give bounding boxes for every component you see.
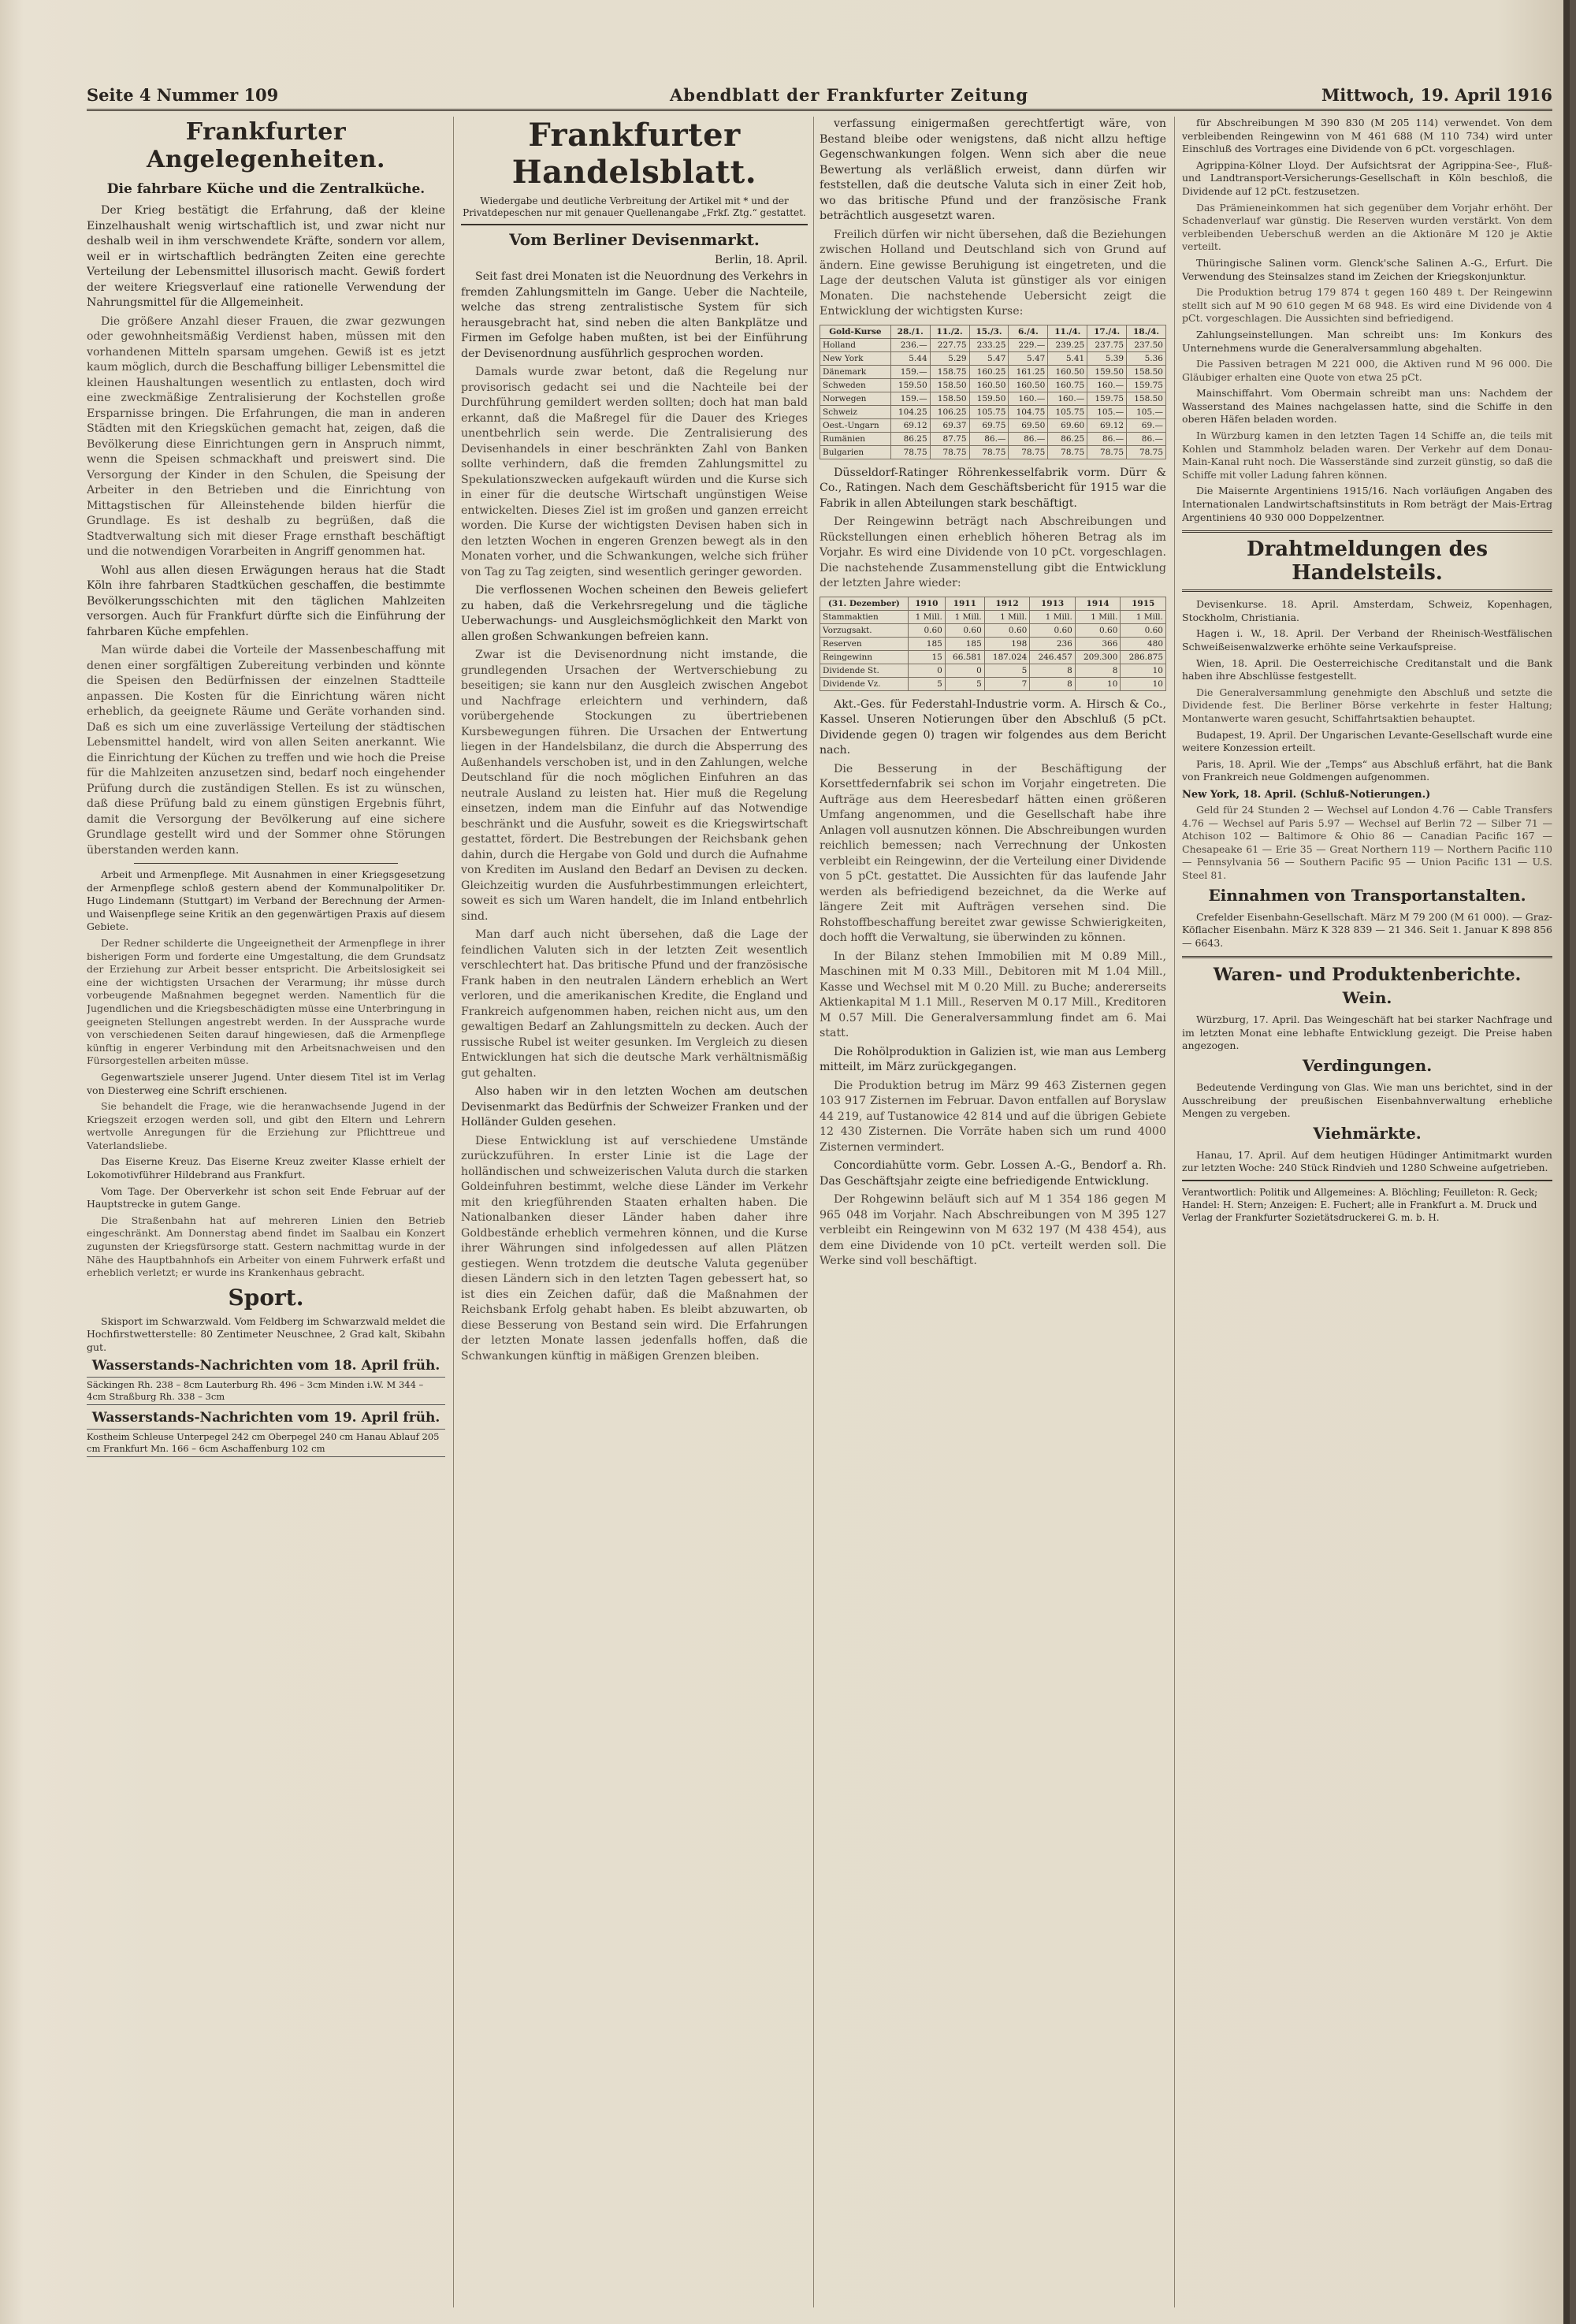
table-cell: 8 xyxy=(1030,664,1076,677)
table-cell: 0.60 xyxy=(908,623,945,637)
company-notice-continued: In der Bilanz stehen Immobilien mit M 0.89 Mill., Maschinen mit M 0.33 Mill., Debitoren mit M 1.04 Mill., Kasse und Wechsel mit M 0.20 Mill. zu Buche; andererseits Aktienkapital M 1.1 Mill., Reserven M 0.17 Mill., Kreditoren M 0.57 Mill. Die Generalversammlung findet am 6. Mai statt. xyxy=(820,950,1166,1039)
table-cell: 78.75 xyxy=(1048,445,1087,459)
business-note: Agrippina-Kölner Lloyd. Der Aufsichtsrat der Agrippina-See-, Fluß- und Landtransport-Versicherungs-Gesellschaft in Köln beschloß, die Dividende auf 12 pCt. festzusetzen. xyxy=(1182,158,1552,197)
divider xyxy=(134,863,398,864)
article-paragraph: Wohl aus allen diesen Erwägungen heraus hat die Stadt Köln ihre fahrbaren Stadtküchen geschaffen, die bestimmte Bevölkerungsschichten mit den täglichen Mahlzeiten versorgen. Auch für Frankfurt dürfte sich die Einführung der fahrbaren Küche empfehlen. xyxy=(87,563,445,638)
telegram-note: Paris, 18. April. Wie der „Temps“ aus Abschluß erfährt, hat die Bank von Frankreich neue Goldmengen aufgenommen. xyxy=(1182,757,1552,783)
company-notice-continued: Der Reingewinn beträgt nach Abschreibungen und Rückstellungen einen erheblich höheren Betrag als im Vorjahr. Es wird eine Dividende von 10 pCt. vorgeschlagen. Die nachstehende Zusammenstellung gibt die Entwicklung der letzten Jahre wieder: xyxy=(820,515,1166,589)
table-cell: New York xyxy=(820,351,891,365)
table-cell: 10 xyxy=(1121,677,1166,690)
table-header-cell: 6./4. xyxy=(1009,325,1048,338)
company-notice: Die Rohölproduktion in Galizien ist, wie man aus Lemberg mitteilt, im März zurückgegangen. xyxy=(820,1045,1166,1073)
column-rule xyxy=(1174,117,1175,2307)
table-cell: 185 xyxy=(945,637,984,650)
table-cell: 5 xyxy=(945,677,984,690)
table-cell: 0.60 xyxy=(1121,623,1166,637)
table-cell: 86.25 xyxy=(890,432,930,445)
table-cell: Schweiz xyxy=(820,405,891,418)
table-header-cell: 11./2. xyxy=(930,325,969,338)
table-cell: 239.25 xyxy=(1048,338,1087,351)
table-cell: 185 xyxy=(908,637,945,650)
article-paragraph-continued: Die größere Anzahl dieser Frauen, die zwar gezwungen oder gewohnheitsmäßig Verdienst haben, müssen mit den vorhandenen Mitteln sparsam umgehen. Gewiß ist es jetzt kaum möglich, durch die Beschaffung billiger Lebensmittel die kleinen Haushaltungen wesentlich zu entlasten, doch wird eine zweckmäßige Zentralisierung der Kochstellen große Ersparnisse bringen. Die Erfahrungen, die man in anderen Städten mit den Kriegsküchen gemacht hat, zeigen, daß die Bevölkerung diese Einrichtungen gern in Anspruch nimmt, wenn die Speisen schmackhaft und preiswert sind. Die Versorgung der Kinder in den Schulen, die Speisung der Arbeiter in den Betrieben und die Einrichtung von Mittagstischen für Alleinstehende bilden hierfür die Grundlage. Es ist deshalb zu begrüßen, daß die Stadtverwaltung sich mit dieser Frage ernsthaft beschäftigt und die notwendigen Vorarbeiten in Angriff genommen hat. xyxy=(87,314,445,558)
table-cell: 78.75 xyxy=(1087,445,1127,459)
table-cell: 1 Mill. xyxy=(1121,610,1166,623)
table-header-cell: 1915 xyxy=(1121,597,1166,610)
table-cell: 5.39 xyxy=(1087,351,1127,365)
business-note-continued: In Würzburg kamen in den letzten Tagen 14 Schiffe an, die teils mit Kohlen und Stammholz beladen waren. Der Verkehr auf dem Donau-Main-Kanal ruht noch. Die Wasserstände sind zurzeit günstig, so daß die Schiffe mit voller Ladung fahren können. xyxy=(1182,429,1552,481)
table-cell: 480 xyxy=(1121,637,1166,650)
table-cell: 159.50 xyxy=(890,378,930,392)
page-header xyxy=(87,82,1552,111)
table-cell: 78.75 xyxy=(1009,445,1048,459)
table-cell: 78.75 xyxy=(1127,445,1166,459)
table-row xyxy=(820,418,1166,432)
waren-title: Waren- und Produktenberichte. xyxy=(1182,956,1552,985)
table-cell: 160.— xyxy=(1048,392,1087,405)
table-cell: 8 xyxy=(1075,664,1121,677)
table-cell: 69.— xyxy=(1127,418,1166,432)
table-header-cell: 28./1. xyxy=(890,325,930,338)
table-cell: 246.457 xyxy=(1030,650,1076,664)
article-paragraph: Die verflossenen Wochen scheinen den Beweis geliefert zu haben, daß die Verkehrsregelung und die tägliche Ueberwachungs- und Ausgleichsmöglichkeit den Markt von allen großen Schwankungen befreien kann. xyxy=(461,584,808,643)
article-paragraph-continued: Damals wurde zwar betont, daß die Regelung nur provisorisch gedacht sei und die Nachteile bei der Durchführung gemildert werden sollten; doch hat man bald erkannt, daß die Maßregel für die Dauer des Krieges unentbehrlich sein werde. Die Zentralisierung des Devisenhandels in einer beschränkten Zahl von Banken sollte verhindern, daß die fremden Zahlungsmittel zu Spekulationszwecken aufgekauft würden und die Kurse sich in einer für die deutsche Wirtschaft ungünstigen Weise entwickelten. Dieses Ziel ist im großen und ganzen erreicht worden. Die Kurse der wichtigsten Devisen haben sich in den letzten Wochen in engeren Grenzen bewegt als in den Monaten vorher, und die Schwankungen, welche sich früher von Tag zu Tag zeigten, sind wesentlich geringer geworden. xyxy=(461,366,808,578)
table-header-cell: 18./4. xyxy=(1127,325,1166,338)
table-cell: 286.875 xyxy=(1121,650,1166,664)
table-row xyxy=(820,392,1166,405)
wein-text: Würzburg, 17. April. Das Weingeschäft hat bei starker Nachfrage und im letzten Monat eine lebhafte Entwicklung gezeigt. Die Preise haben angezogen. xyxy=(1182,1013,1552,1052)
table-cell: 66.581 xyxy=(945,650,984,664)
table-cell: 0 xyxy=(945,664,984,677)
table-cell: Dividende Vz. xyxy=(820,677,909,690)
verdingungen-text: Bedeutende Verdingung von Glas. Wie man uns berichtet, sind in der Ausschreibung der preußischen Eisenbahnverwaltung erhebliche Mengen zu vergeben. xyxy=(1182,1081,1552,1120)
article-paragraph: Seit fast drei Monaten ist die Neuordnung des Verkehrs in fremden Zahlungsmitteln im Gange. Ueber die Nachteile, welche das streng zentralistische System für sich herausgebracht hat, sind neben die alten Bankplätze und Firmen im Gefolge haben mußten, ist bei der Einführung der Devisenordnung ausführlich gesprochen worden. xyxy=(461,270,808,360)
table-cell: 86.25 xyxy=(1048,432,1087,445)
table-cell: 5.36 xyxy=(1127,351,1166,365)
local-note-continued: Der Redner schilderte die Ungeeignetheit der Armenpflege in ihrer bisherigen Form und forderte eine Umgestaltung, die dem Grundsatz der Erziehung zur Arbeit besser entspricht. Die Arbeitslosigkeit sei eine der wichtigsten Ursachen der Verarmung; ihr müsse durch vorbeugende Maßnahmen begegnet werden. Namentlich für die Jugendlichen und die Kriegsbeschädigten müsse eine Unterbringung in geeigneten Stellungen angestrebt werden. In der Aussprache wurde von verschiedenen Seiten darauf hingewiesen, daß die Armenpflege künftig in engerer Verbindung mit den Arbeitsnachweisen und den Fürsorgestellen arbeiten müsse. xyxy=(87,936,445,1067)
table-cell: 160.— xyxy=(1087,378,1127,392)
table-cell: 86.— xyxy=(969,432,1009,445)
wein-heading: Wein. xyxy=(1342,988,1392,1008)
business-note: Mainschiffahrt. Vom Obermain schreibt man uns: Nachdem der Wasserstand des Maines nachgelassen hatte, sind die Schiffe in den oberen Häfen beladen worden. xyxy=(1182,387,1552,426)
table-row xyxy=(820,637,1166,650)
header-masthead: Abendblatt der Frankfurter Zeitung xyxy=(670,85,1029,105)
einnahmen-heading: Einnahmen von Transportanstalten. xyxy=(1208,885,1526,905)
table-header-cell: (31. Dezember) xyxy=(820,597,909,610)
table-cell: 229.— xyxy=(1009,338,1048,351)
company-notice-continued: Die Besserung in der Beschäftigung der Korsettfedernfabrik sei schon im Vorjahr eingetreten. Die Aufträge aus dem Heeresbedarf hätten einen größeren Umfang angenommen, und die Gesellschaft habe ihre Anlagen voll ausnutzen können. Die Abschreibungen wurden reichlich bemessen; nach Verrechnung der Unkosten verbleibt ein Reingewinn, der die Verteilung einer Dividende von 5 pCt. gestattet. Die Aussichten für das laufende Jahr werden als befriedigend bezeichnet, da die Werke auf längere Zeit mit Aufträgen versehen sind. Die Rohstoffbeschaffung bereitet zwar gewisse Schwierigkeiten, doch hofft die Verwaltung, sie überwinden zu können. xyxy=(820,762,1166,944)
dateline: Berlin, 18. April. xyxy=(714,254,808,266)
table-cell: 237.75 xyxy=(1087,338,1127,351)
table-row xyxy=(820,338,1166,351)
sport-heading: Sport. xyxy=(228,1284,304,1311)
table-cell: 158.50 xyxy=(1127,392,1166,405)
table-cell: 106.25 xyxy=(930,405,969,418)
local-note: Gegenwartsziele unserer Jugend. Unter diesem Titel ist im Verlag von Diesterweg eine Schrift erschienen. xyxy=(87,1070,445,1096)
table-cell: 105.— xyxy=(1127,405,1166,418)
table-row xyxy=(820,650,1166,664)
local-note: Das Eiserne Kreuz. Das Eiserne Kreuz zweiter Klasse erhielt der Lokomotivführer Hildebrand aus Frankfurt. xyxy=(87,1155,445,1181)
column-rule xyxy=(453,117,454,2307)
sport-note: Skisport im Schwarzwald. Vom Feldberg im Schwarzwald meldet die Hochfirstwetterstelle: 80 Zentimeter Neuschnee, 2 Grad kalt, Skibahn gut. xyxy=(87,1314,445,1353)
table-cell: 1 Mill. xyxy=(908,610,945,623)
table-cell: 236 xyxy=(1030,637,1076,650)
article-paragraph-continued: Man würde dabei die Vorteile der Massenbeschaffung mit denen einer sorgfältigen Zubereitung verbinden und könnte die Speisen den Bedürfnissen der einzelnen Stadtteile anpassen. Die Kosten für die Einrichtung wären nicht erheblich, da geeignete Räume und Geräte vorhanden sind. Daß es sich um eine zuverlässige Verteilung der städtischen Lebensmittel handelt, wird von allen Seiten anerkannt. Wie die Einrichtung der Küchen zu treffen und wie hoch die Preise für die Mahlzeiten anzusetzen sind, bedarf noch eingehender Prüfung durch die zuständigen Stellen. Es ist zu wünschen, daß diese Prüfung bald zu einem günstigen Ergebnis führt, damit die Versorgung der Bevölkerung auf eine sichere Grundlage gestellt wird und der Sommer ohne Störungen überstanden werden kann. xyxy=(87,644,445,857)
table-cell: 5.41 xyxy=(1048,351,1087,365)
table-cell: 0.60 xyxy=(945,623,984,637)
table-cell: 69.50 xyxy=(1009,418,1048,432)
company-notice-continued: Der Rohgewinn beläuft sich auf M 1 354 186 gegen M 965 048 im Vorjahr. Nach Abschreibungen von M 395 127 verbleibt ein Reingewinn von M 632 197 (M 438 454), aus dem eine Dividende von 10 pCt. verteilt werden soll. Die Werke sind voll beschäftigt. xyxy=(820,1193,1166,1267)
table-cell: 158.50 xyxy=(1127,365,1166,378)
table-row xyxy=(820,677,1166,690)
table-cell: Schweden xyxy=(820,378,891,392)
business-note: Die Maisernte Argentiniens 1915/16. Nach vorläufigen Angaben des Internationalen Landwirtschaftsinstituts in Rom beträgt der Mais-Ertrag Argentiniens 40 930 000 Doppelzentner. xyxy=(1182,485,1552,523)
table-cell: Dänemark xyxy=(820,365,891,378)
table-cell: 10 xyxy=(1121,664,1166,677)
table-cell: 161.25 xyxy=(1009,365,1048,378)
article-paragraph-continued: Man darf auch nicht übersehen, daß die Lage der feindlichen Valuten sich in der letzten Zeit wesentlich verschlechtert hat. Das britische Pfund und der französische Frank haben in den neutralen Ländern erheblich an Wert verloren, und die amerikanischen Kredite, die England und Frankreich aufgenommen haben, reichen nicht aus, um den gewaltigen Bedarf an Zahlungsmitteln zu decken. Auch der russische Rubel ist weiter gesunken. Im Vergleich zu diesen Entwicklungen hat sich die deutsche Mark verhältnismäßig gut gehalten. xyxy=(461,928,808,1080)
local-note-continued: Die Straßenbahn hat auf mehreren Linien den Betrieb eingeschränkt. Am Donnerstag abend findet im Saalbau ein Konzert zugunsten der Kriegsfürsorge statt. Gestern nachmittag wurde in der Nähe des Hauptbahnhofs ein Arbeiter von einem Fuhrwerk erfaßt und erheblich verletzt; er wurde ins Krankenhaus gebracht. xyxy=(87,1214,445,1279)
column-handelsblatt xyxy=(461,117,808,2307)
new-york-quotes: Geld für 24 Stunden 2 — Wechsel auf London 4.76 — Cable Transfers 4.76 — Wechsel auf Paris 5.97 — Wechsel auf Berlin 72 — Silber 71 — Atchison 102 — Baltimore & Ohio 86 — Canadian Pacific 167 — Chesapeake 61 — Erie 35 — Great Northern 119 — Northern Pacific 110 — Pennsylvania 56 — Southern Pacific 95 — Union Pacific 131 — U.S. Steel 81. xyxy=(1182,803,1552,881)
table-cell: 69.75 xyxy=(969,418,1009,432)
imprint: Verantwortlich: Politik und Allgemeines: A. Blöchling; Feuilleton: R. Geck; Handel: H. Stern; Anzeigen: E. Fuchert; alle in Frankfurt a. M. Druck und Verlag der Frankfurter Sozietätsdruckerei G. m. b. H. xyxy=(1182,1180,1552,1224)
table-cell: Dividende St. xyxy=(820,664,909,677)
local-note: Arbeit und Armenpflege. Mit Ausnahmen in einer Kriegsgesetzung der Armenpflege schloß gestern abend der Kommunalpolitiker Dr. Hugo Lindemann (Stuttgart) im Verband der Berechnung der Armen- und Waisenpflege seine Kritik an den gegenwärtigen Praxis auf diesem Gebiete. xyxy=(87,868,445,933)
table-cell: 86.— xyxy=(1127,432,1166,445)
table-cell: 187.024 xyxy=(984,650,1030,664)
column-business-news xyxy=(1182,117,1552,2307)
table-row xyxy=(820,365,1166,378)
gold-rates-table xyxy=(820,325,1166,459)
table-cell: 1 Mill. xyxy=(945,610,984,623)
company-notice: Concordiahütte vorm. Gebr. Lossen A.-G., Bendorf a. Rh. Das Geschäftsjahr zeigte eine befriedigende Entwicklung. xyxy=(820,1159,1166,1188)
table-row xyxy=(820,405,1166,418)
table-cell: 5.44 xyxy=(890,351,930,365)
table-cell: 78.75 xyxy=(930,445,969,459)
header-page-number: Seite 4 Nummer 109 xyxy=(87,85,279,105)
water-level-title: Wasserstands-Nachrichten vom 19. April früh. xyxy=(91,1409,440,1426)
table-cell: 160.50 xyxy=(969,378,1009,392)
handelsblatt-title: Frankfurter Handelsblatt. xyxy=(511,117,757,191)
table-cell: 0.60 xyxy=(984,623,1030,637)
header-date: Mittwoch, 19. April 1916 xyxy=(1321,85,1552,105)
article-paragraph-continued: Freilich dürfen wir nicht übersehen, daß die Beziehungen zwischen Holland und Deutschland sich von Grund auf ändern. Eine gewisse Beruhigung ist eingetreten, und die Lage der deutschen Valuta ist günstiger als vor einigen Monaten. Die nachstehende Uebersicht zeigt die Entwicklung der wichtigsten Kurse: xyxy=(820,228,1166,318)
page-edge xyxy=(1563,0,1570,2324)
table-cell: 160.50 xyxy=(1009,378,1048,392)
table-cell: Rumänien xyxy=(820,432,891,445)
table-cell: 104.25 xyxy=(890,405,930,418)
business-note: für Abschreibungen M 390 830 (M 205 114) verwendet. Von dem verbleibenden Reingewinn von M 461 688 (M 110 734) wird unter Einschluß des Vortrages eine Dividende von 6 pCt. vorgeschlagen. xyxy=(1182,117,1552,155)
table-cell: 158.50 xyxy=(930,378,969,392)
viehmaerkte-text: Hanau, 17. April. Auf dem heutigen Hüdinger Antimitmarkt wurden zur letzten Woche: 240 Stück Rindvieh und 1280 Schweine aufgetrieben. xyxy=(1182,1148,1552,1174)
table-cell: 160.— xyxy=(1009,392,1048,405)
telegram-note: Hagen i. W., 18. April. Der Verband der Rheinisch-Westfälischen Schweißeisenwalzwerke erhöhte seine Verkaufspreise. xyxy=(1182,627,1552,653)
table-cell: 87.75 xyxy=(930,432,969,445)
table-cell: 10 xyxy=(1075,677,1121,690)
table-cell: 86.— xyxy=(1009,432,1048,445)
table-cell: 159.75 xyxy=(1087,392,1127,405)
company-notice: Akt.-Ges. für Federstahl-Industrie vorm. A. Hirsch & Co., Kassel. Unseren Notierungen über den Abschluß (5 pCt. Dividende gegen 0) tragen wir folgendes aus dem Bericht nach. xyxy=(820,697,1166,757)
table-cell: 159.75 xyxy=(1127,378,1166,392)
table-cell: 159.— xyxy=(890,365,930,378)
table-cell: 5 xyxy=(984,664,1030,677)
table-cell: 209.300 xyxy=(1075,650,1121,664)
table-cell: 105.— xyxy=(1087,405,1127,418)
table-cell: 237.50 xyxy=(1127,338,1166,351)
table-cell: Reingewinn xyxy=(820,650,909,664)
table-header-cell: 1914 xyxy=(1075,597,1121,610)
company-notice: Düsseldorf-Ratinger Röhrenkesselfabrik vorm. Dürr & Co., Ratingen. Nach dem Geschäftsbericht für 1915 war die Fabrik in allen Abteilungen stark beschäftigt. xyxy=(820,466,1166,510)
table-cell: 69.60 xyxy=(1048,418,1087,432)
table-cell: 105.75 xyxy=(1048,405,1087,418)
telegram-note-continued: Die Generalversammlung genehmigte den Abschluß und setzte die Dividende fest. Die Berliner Börse verkehrte in fester Haltung; Montanwerte waren gesucht, Schiffahrtsaktien behauptet. xyxy=(1182,686,1552,724)
table-cell: 233.25 xyxy=(969,338,1009,351)
table-cell: Holland xyxy=(820,338,891,351)
table-cell: 227.75 xyxy=(930,338,969,351)
table-header-cell: 1910 xyxy=(908,597,945,610)
table-cell: 5.29 xyxy=(930,351,969,365)
article-title: Die fahrbare Küche und die Zentralküche. xyxy=(106,181,426,197)
table-row xyxy=(820,432,1166,445)
column-handelsblatt-continued xyxy=(820,117,1166,2307)
local-note-continued: Sie behandelt die Frage, wie die heranwachsende Jugend in der Kriegszeit erzogen werden soll, und gibt den Eltern und Lehrern wertvolle Anregungen für die Erziehung zur Pflichttreue und Vaterlandsliebe. xyxy=(87,1100,445,1151)
section-title: Frankfurter Angelegenheiten. xyxy=(146,118,385,173)
telegram-note: Wien, 18. April. Die Oesterreichische Creditanstalt und die Bank haben ihre Abschlüsse festgestellt. xyxy=(1182,656,1552,682)
telegram-note: Budapest, 19. April. Der Ungarischen Levante-Gesellschaft wurde eine weitere Konzession erteilt. xyxy=(1182,728,1552,754)
article-paragraph: Der Krieg bestätigt die Erfahrung, daß der kleine Einzelhaushalt wenig wirtschaftlich ist, und zwar nicht nur deshalb weil in ihm verschwendete Kräfte, sondern vor allem, weil er in wirtschaftlich bedrängten Zeiten eine gerechte Verteilung der Lebensmittel illusorisch macht. Gewiß fordert der weitere Kriegsverlauf eine rationelle Verwendung der Nahrungsmittel für die Allgemeinheit. xyxy=(87,204,445,309)
table-cell: 1 Mill. xyxy=(1075,610,1121,623)
table-header-cell: 1913 xyxy=(1030,597,1076,610)
table-cell: Norwegen xyxy=(820,392,891,405)
water-level-title: Wasserstands-Nachrichten vom 18. April früh. xyxy=(91,1357,440,1374)
table-cell: 86.— xyxy=(1087,432,1127,445)
table-cell: 5.47 xyxy=(969,351,1009,365)
table-cell: 236.— xyxy=(890,338,930,351)
table-row xyxy=(820,445,1166,459)
table-cell: Stammaktien xyxy=(820,610,909,623)
table-cell: 15 xyxy=(908,650,945,664)
table-cell: 159.50 xyxy=(969,392,1009,405)
table-cell: 5 xyxy=(908,677,945,690)
table-cell: Reserven xyxy=(820,637,909,650)
business-note-continued: Das Prämieneinkommen hat sich gegenüber dem Vorjahr erhöht. Der Schadenverlauf war günstig. Die Reserven wurden verstärkt. Von dem verbleibenden Ueberschuß werden an die Aktionäre M 120 je Aktie verteilt. xyxy=(1182,201,1552,253)
table-cell: 366 xyxy=(1075,637,1121,650)
business-note: Thüringische Salinen vorm. Glenck'sche Salinen A.-G., Erfurt. Die Verwendung des Steinsalzes stand im Zeichen der Kriegskonjunktur. xyxy=(1182,256,1552,282)
table-header-cell: 1911 xyxy=(945,597,984,610)
table-cell: 198 xyxy=(984,637,1030,650)
table-cell: 5.47 xyxy=(1009,351,1048,365)
copyright-note: Wiedergabe und deutliche Verbreitung der Artikel mit * und der Privatdepeschen nur mit genauer Quellenangabe „Frkf. Ztg.“ gestattet. xyxy=(461,195,808,225)
table-cell: Vorzugsakt. xyxy=(820,623,909,637)
table-cell: 1 Mill. xyxy=(1030,610,1076,623)
table-cell: 160.25 xyxy=(969,365,1009,378)
table-cell: 0.60 xyxy=(1075,623,1121,637)
table-cell: 78.75 xyxy=(969,445,1009,459)
table-header-cell: 15./3. xyxy=(969,325,1009,338)
drahtmeldungen-title: Drahtmeldungen des Handelsteils. xyxy=(1182,530,1552,592)
table-cell: 159.50 xyxy=(1087,365,1127,378)
table-cell: 7 xyxy=(984,677,1030,690)
water-level-table: Säckingen Rh. 238 – 8cm Lauterburg Rh. 496 – 3cm Minden i.W. M 344 – 4cm Straßburg Rh. 338 – 3cm xyxy=(87,1377,445,1405)
table-header-cell: 17./4. xyxy=(1087,325,1127,338)
table-cell: 8 xyxy=(1030,677,1076,690)
company-notice-continued: Die Produktion betrug im März 99 463 Zisternen gegen 103 917 Zisternen im Februar. Davon entfallen auf Boryslaw 44 219, auf Tustanowice 42 814 und auf die übrigen Gebiete 12 430 Zisternen. Die Vorräte haben sich um rund 4000 Zisternen vermindert. xyxy=(820,1079,1166,1154)
table-cell: 158.50 xyxy=(930,392,969,405)
table-cell: 0 xyxy=(908,664,945,677)
table-cell: Oest.-Ungarn xyxy=(820,418,891,432)
table-cell: 69.12 xyxy=(890,418,930,432)
table-cell: 0.60 xyxy=(1030,623,1076,637)
article-title: Vom Berliner Devisenmarkt. xyxy=(509,230,760,249)
einnahmen-text: Crefelder Eisenbahn-Gesellschaft. März M 79 200 (M 61 000). — Graz-Köflacher Eisenbahn. März K 328 839 — 21 346. Seit 1. Januar K 898 856 — 6643. xyxy=(1182,910,1552,949)
verdingungen-heading: Verdingungen. xyxy=(1302,1056,1433,1076)
new-york-heading: New York, 18. April. (Schluß-Notierungen.) xyxy=(1182,788,1431,801)
table-cell: 78.75 xyxy=(890,445,930,459)
table-header-cell: 1912 xyxy=(984,597,1030,610)
table-cell: 160.50 xyxy=(1048,365,1087,378)
table-row xyxy=(820,664,1166,677)
telegram-note: Devisenkurse. 18. April. Amsterdam, Schweiz, Kopenhagen, Stockholm, Christiania. xyxy=(1182,598,1552,623)
table-cell: Bulgarien xyxy=(820,445,891,459)
business-note: Zahlungseinstellungen. Man schreibt uns: Im Konkurs des Unternehmens wurde die Generalversammlung abgehalten. xyxy=(1182,328,1552,354)
business-note-continued: Die Produktion betrug 179 874 t gegen 160 489 t. Der Reingewinn stellt sich auf M 90 610 gegen M 68 948. Es wird eine Dividende von 4 pCt. vorgeschlagen. Die Aussichten sind befriedigend. xyxy=(1182,286,1552,325)
article-paragraph: Also haben wir in den letzten Wochen am deutschen Devisenmarkt das Bedürfnis der Schweizer Franken und der Holländer Gulden gesehen. xyxy=(461,1085,808,1129)
column-rule xyxy=(813,117,814,2307)
article-paragraph-continued: Diese Entwicklung ist auf verschiedene Umstände zurückzuführen. In erster Linie ist die Lage der holländischen und schweizerischen Valuta durch die starken Goldeinfuhren bestimmt, welche diese Länder im Verkehr mit den kriegführenden Staaten erhalten haben. Die Nationalbanken dieser Länder haben daher ihre Goldbestände erheblich vermehren können, und die Kurse ihrer Währungen sind infolgedessen auf allen Plätzen gestiegen. Wenn trotzdem die deutsche Valuta gegenüber diesen Ländern sich in den letzten Tagen gebessert hat, so ist dies ein Zeichen dafür, daß die Maßnahmen der Reichsbank Erfolg gehabt haben. Es bleibt abzuwarten, ob diese Besserung von Bestand sein wird. Die Erfahrungen der letzten Monate lassen jedenfalls hoffen, daß die Schwankungen künftig in mäßigen Grenzen bleiben. xyxy=(461,1134,808,1363)
local-note: Vom Tage. Der Oberverkehr ist schon seit Ende Februar auf der Hauptstrecke in gutem Gange. xyxy=(87,1184,445,1210)
business-note-continued: Die Passiven betragen M 221 000, die Aktiven rund M 96 000. Die Gläubiger erhalten eine Quote von etwa 25 pCt. xyxy=(1182,358,1552,383)
table-cell: 158.75 xyxy=(930,365,969,378)
table-row xyxy=(820,351,1166,365)
table-cell: 105.75 xyxy=(969,405,1009,418)
table-row xyxy=(820,623,1166,637)
table-row xyxy=(820,610,1166,623)
table-cell: 159.— xyxy=(890,392,930,405)
viehmaerkte-heading: Viehmärkte. xyxy=(1313,1123,1422,1143)
table-cell: 104.75 xyxy=(1009,405,1048,418)
column-frankfurter-angelegenheiten xyxy=(87,117,445,2307)
article-paragraph: verfassung einigermaßen gerechtfertigt wäre, von Bestand bleibe oder wenigstens, daß nicht allzu heftige Gegenschwankungen folgen. Wenn sich aber die neue Bewertung als verläßlich erweist, dann dürfen wir feststellen, daß die deutsche Valuta sich in einer Zeit hob, wo das britische Pfund und der französische Frank beträchtlich ausgesetzt waren. xyxy=(820,117,1166,222)
table-cell: 1 Mill. xyxy=(984,610,1030,623)
table-cell: 160.75 xyxy=(1048,378,1087,392)
table-cell: 69.12 xyxy=(1087,418,1127,432)
table-row xyxy=(820,378,1166,392)
company-results-table xyxy=(820,597,1166,691)
water-level-table: Kostheim Schleuse Unterpegel 242 cm Oberpegel 240 cm Hanau Ablauf 205 cm Frankfurt Mn. 166 – 6cm Aschaffenburg 102 cm xyxy=(87,1429,445,1457)
article-paragraph-continued: Zwar ist die Devisenordnung nicht imstande, die grundlegenden Ursachen der Wertverschiebung zu beseitigen; sie kann nur den Ausgleich zwischen Angebot und Nachfrage erleichtern und verhindern, daß vorübergehende Stockungen zu übertriebenen Kursbewegungen führen. Die Ursachen der Entwertung liegen in der Handelsbilanz, die durch die Absperrung des Außenhandels verschoben ist, und in den Zahlungen, welche Deutschland für die noch möglichen Einfuhren an das neutrale Ausland zu leisten hat. Hier muß die Regelung einsetzen, indem man die Einfuhr auf das Notwendige beschränkt und die Ausfuhr, soweit es die Kriegswirtschaft gestattet, fördert. Die Bestrebungen der Reichsbank gehen dahin, durch die Hergabe von Gold und durch die Aufnahme von Krediten im Ausland den Bedarf an Devisen zu decken. Gleichzeitig wurden die Ausfuhrbestimmungen erleichtert, soweit es sich um Waren handelt, die im Inland entbehrlich sind. xyxy=(461,649,808,923)
table-header-cell: Gold-Kurse xyxy=(820,325,891,338)
table-header-cell: 11./4. xyxy=(1048,325,1087,338)
table-cell: 69.37 xyxy=(930,418,969,432)
